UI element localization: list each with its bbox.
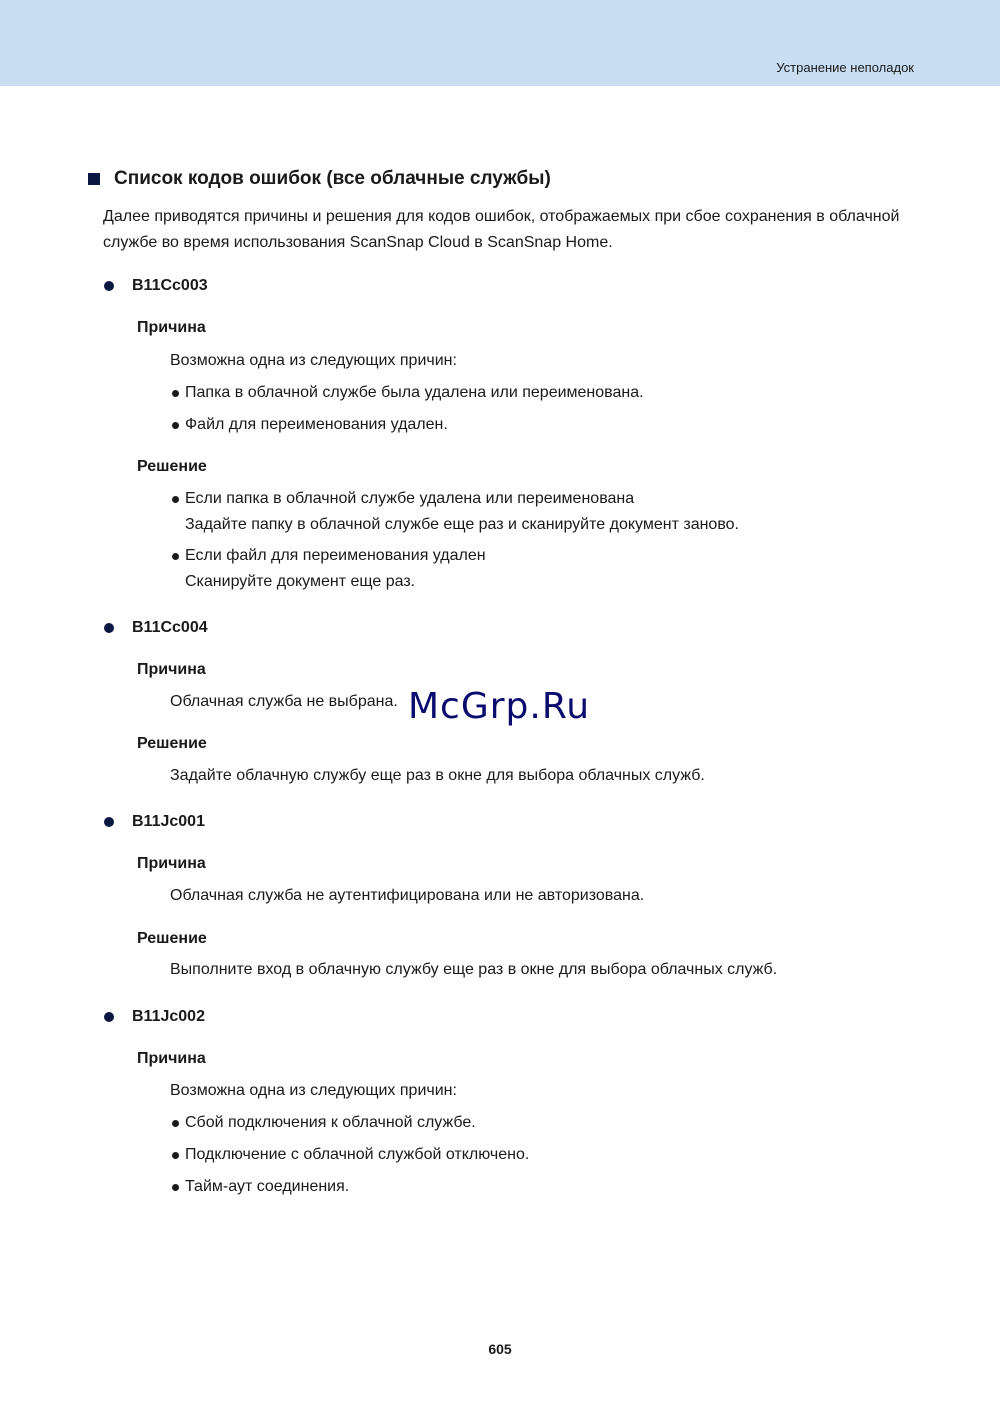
error-code-row xyxy=(104,813,205,831)
small-bullet-icon xyxy=(172,1152,179,1159)
cause-item: Сбой подключения к облачной службе. xyxy=(170,1110,476,1136)
error-code: B11Jc001 xyxy=(132,813,205,830)
error-code: B11Jc002 xyxy=(132,1008,205,1025)
cause-item: Тайм-аут соединения. xyxy=(170,1174,349,1200)
bullet-dot-icon xyxy=(104,1012,114,1022)
error-code: B11Cc004 xyxy=(132,619,208,636)
error-code: B11Cc003 xyxy=(132,277,208,294)
small-bullet-icon xyxy=(172,496,179,503)
section-heading xyxy=(88,168,551,190)
square-bullet-icon xyxy=(88,173,100,185)
bullet-dot-icon xyxy=(104,281,114,291)
solution-heading: Решение xyxy=(137,930,207,947)
header-title: Устранение неполадок xyxy=(776,60,914,75)
cause-item: Подключение с облачной службой отключено. xyxy=(170,1142,529,1168)
cause-text: Облачная служба не аутентифицирована или не авторизована. xyxy=(170,887,645,904)
solution-text: Выполните вход в облачную службу еще раз в окне для выбора облачных служб. xyxy=(170,961,778,978)
error-code-row xyxy=(104,1008,205,1026)
bullet-dot-icon xyxy=(104,817,114,827)
small-bullet-icon xyxy=(172,1120,179,1127)
watermark: McGrp.Ru xyxy=(408,686,591,727)
cause-heading: Причина xyxy=(137,319,206,336)
error-code-row xyxy=(104,619,208,637)
cause-item: Файл для переименования удален. xyxy=(170,412,448,438)
small-bullet-icon xyxy=(172,1184,179,1191)
error-code-row xyxy=(104,277,208,295)
cause-heading: Причина xyxy=(137,661,206,678)
intro-paragraph: Далее приводятся причины и решения для кодов ошибок, отображаемых при сбое сохранения в облачной службе во время использования ScanSnap Cloud в ScanSnap Home. xyxy=(103,208,900,251)
bullet-dot-icon xyxy=(104,623,114,633)
small-bullet-icon xyxy=(172,553,179,560)
cause-heading: Причина xyxy=(137,1050,206,1067)
small-bullet-icon xyxy=(172,390,179,397)
section-heading-text: Список кодов ошибок (все облачные службы) xyxy=(114,168,551,189)
solution-heading: Решение xyxy=(137,458,207,475)
cause-item: Папка в облачной службе была удалена или переименована. xyxy=(170,380,644,406)
cause-text: Возможна одна из следующих причин: xyxy=(170,1082,457,1099)
solution-item: Если папка в облачной службе удалена или переименована Задайте папку в облачной службе еще раз и сканируйте документ заново. xyxy=(170,486,739,538)
solution-text: Задайте облачную службу еще раз в окне для выбора облачных служб. xyxy=(170,767,705,784)
solution-item: Если файл для переименования удален Сканируйте документ еще раз. xyxy=(170,543,486,595)
page-number: 605 xyxy=(488,1341,512,1357)
small-bullet-icon xyxy=(172,422,179,429)
cause-text: Облачная служба не выбрана. xyxy=(170,693,398,710)
cause-heading: Причина xyxy=(137,855,206,872)
solution-heading: Решение xyxy=(137,735,207,752)
cause-text: Возможна одна из следующих причин: xyxy=(170,352,457,369)
